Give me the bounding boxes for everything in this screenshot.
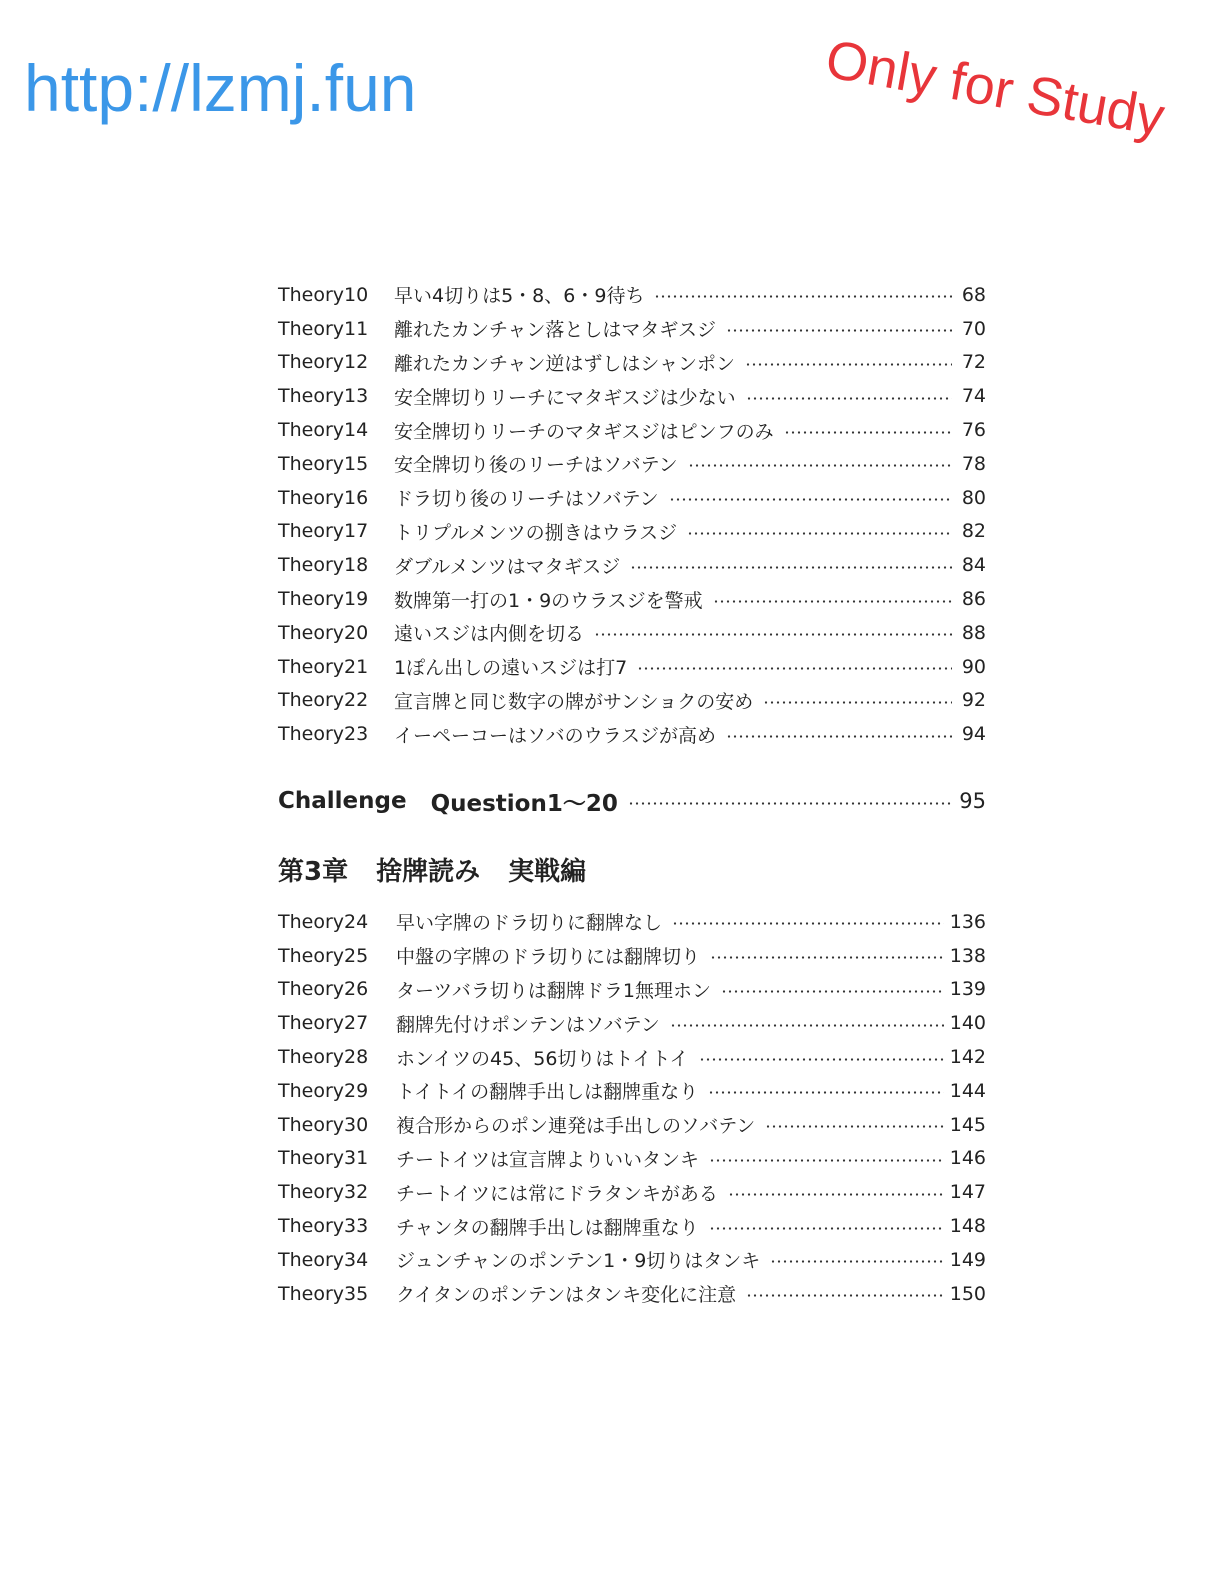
leader-dots — [709, 1227, 944, 1230]
entry-page: 70 — [961, 317, 986, 340]
leader-dots — [630, 566, 952, 569]
leader-dots — [688, 464, 952, 467]
toc-entry[interactable] — [278, 515, 986, 549]
leader-dots — [765, 1125, 943, 1128]
entry-number: Theory30 — [278, 1113, 369, 1136]
entry-number: Theory17 — [278, 520, 369, 543]
entry-page: 136 — [949, 910, 986, 933]
challenge-page: 95 — [959, 789, 986, 813]
watermark-url: http://lzmj.fun — [24, 51, 417, 125]
entry-title: 離れたカンチャン逆はずしはシャンポン — [394, 352, 736, 375]
entry-number: Theory16 — [278, 486, 369, 509]
toc-entry[interactable] — [278, 650, 986, 684]
leader-dots — [746, 397, 952, 400]
toc-entry[interactable] — [278, 717, 986, 751]
leader-dots — [654, 295, 952, 298]
entry-page: 72 — [961, 351, 986, 374]
leader-dots — [672, 922, 944, 925]
entry-page: 90 — [961, 655, 986, 678]
entry-page: 148 — [949, 1215, 986, 1238]
entry-number: Theory35 — [278, 1282, 369, 1305]
entry-title: 早い4切りは5・8、6・9待ち — [394, 285, 645, 308]
entry-number: Theory25 — [278, 944, 369, 967]
entry-number: Theory33 — [278, 1215, 369, 1238]
entry-title: イーペーコーはソバのウラスジが高め — [394, 724, 717, 747]
entry-title: 離れたカンチャン落としはマタギスジ — [394, 319, 717, 342]
entry-number: Theory26 — [278, 978, 369, 1001]
challenge-label: Challenge — [278, 788, 407, 814]
entry-title: トリプルメンツの捌きはウラスジ — [394, 521, 678, 544]
entry-title: クイタンのポンテンはタンキ変化に注意 — [396, 1284, 737, 1307]
leader-dots — [726, 735, 952, 738]
toc-entry[interactable] — [278, 1209, 986, 1243]
toc-entry[interactable] — [278, 1108, 986, 1142]
leader-dots — [594, 633, 952, 636]
toc-entry[interactable] — [278, 548, 986, 582]
leader-dots — [726, 329, 952, 332]
toc-entry[interactable] — [278, 1040, 986, 1074]
chapter-number: 第3章 — [278, 857, 349, 887]
leader-dots — [784, 431, 952, 434]
leader-dots — [728, 1193, 944, 1196]
entry-title: 複合形からのポン連発は手出しのソバテン — [396, 1115, 756, 1138]
entry-number: Theory22 — [278, 689, 369, 712]
toc-entry[interactable] — [278, 905, 986, 939]
entry-number: Theory27 — [278, 1012, 369, 1035]
entry-page: 78 — [961, 452, 986, 475]
entry-title: 安全牌切りリーチのマタギスジはピンフのみ — [394, 420, 774, 443]
entry-title: ドラ切り後のリーチはソバテン — [394, 488, 659, 511]
leader-dots — [708, 1091, 944, 1094]
toc-entry[interactable] — [278, 1006, 986, 1040]
leader-dots — [709, 1159, 944, 1162]
leader-dots — [745, 363, 952, 366]
chapter-heading — [278, 852, 614, 892]
toc-entry[interactable] — [278, 447, 986, 481]
leader-dots — [713, 600, 952, 603]
toc-entry[interactable] — [278, 616, 986, 650]
entry-page: 144 — [949, 1079, 986, 1102]
toc-entry[interactable] — [278, 413, 986, 447]
entry-title: 翻牌先付けポンテンはソバテン — [396, 1013, 660, 1036]
entry-page: 82 — [961, 520, 986, 543]
toc-entry[interactable] — [278, 346, 986, 380]
entry-title: 1ぽん出しの遠いスジは打7 — [394, 657, 628, 680]
entry-number: Theory21 — [278, 655, 369, 678]
entry-title: チートイツには常にドラタンキがある — [396, 1182, 718, 1205]
entry-page: 76 — [961, 419, 986, 442]
leader-dots — [687, 532, 952, 535]
leader-dots — [763, 701, 952, 704]
entry-page: 92 — [961, 689, 986, 712]
entry-title: 早い字牌のドラ切りに翻牌なし — [396, 912, 663, 935]
entry-page: 146 — [949, 1147, 986, 1170]
entry-page: 138 — [949, 944, 986, 967]
entry-page: 94 — [961, 723, 986, 746]
entry-page: 145 — [949, 1113, 986, 1136]
toc-entry[interactable] — [278, 939, 986, 973]
leader-dots — [721, 990, 944, 993]
entry-title: ジュンチャンのポンテン1・9切りはタンキ — [396, 1250, 761, 1273]
entry-number: Theory28 — [278, 1046, 369, 1069]
leader-dots — [669, 498, 952, 501]
chapter-title: 捨牌読み — [376, 857, 481, 887]
entry-page: 86 — [961, 588, 986, 611]
entry-title: ダブルメンツはマタギスジ — [394, 555, 621, 578]
leader-dots — [628, 802, 952, 805]
entry-page: 150 — [949, 1282, 986, 1305]
entry-number: Theory15 — [278, 452, 369, 475]
entry-number: Theory23 — [278, 723, 369, 746]
entry-number: Theory18 — [278, 554, 369, 577]
entry-title: ターツバラ切りは翻牌ドラ1無理ホン — [396, 979, 711, 1002]
toc-section-1 — [278, 278, 986, 751]
toc-entry[interactable] — [278, 379, 986, 413]
toc-entry[interactable] — [278, 582, 986, 616]
entry-number: Theory11 — [278, 317, 369, 340]
toc-entry[interactable] — [278, 1142, 986, 1176]
entry-page: 80 — [961, 486, 986, 509]
entry-number: Theory14 — [278, 419, 369, 442]
entry-page: 139 — [949, 978, 986, 1001]
leader-dots — [710, 956, 944, 959]
toc-entry[interactable] — [278, 973, 986, 1007]
toc-entry[interactable] — [278, 278, 986, 312]
entry-number: Theory13 — [278, 385, 369, 408]
toc-entry[interactable] — [278, 1277, 986, 1311]
entry-page: 149 — [949, 1248, 986, 1271]
entry-number: Theory29 — [278, 1079, 369, 1102]
entry-page: 140 — [949, 1012, 986, 1035]
entry-title: 中盤の字牌のドラ切りには翻牌切り — [396, 946, 701, 969]
leader-dots — [699, 1058, 944, 1061]
entry-page: 84 — [961, 554, 986, 577]
entry-number: Theory31 — [278, 1147, 369, 1170]
entry-page: 147 — [949, 1181, 986, 1204]
challenge-title: Question1～20 — [430, 790, 618, 817]
entry-number: Theory10 — [278, 283, 369, 306]
entry-page: 88 — [961, 621, 986, 644]
entry-title: 安全牌切りリーチにマタギスジは少ない — [394, 386, 736, 409]
toc-entry[interactable] — [278, 1074, 986, 1108]
entry-page: 68 — [961, 283, 986, 306]
entry-number: Theory34 — [278, 1248, 369, 1271]
toc-entry[interactable] — [278, 684, 986, 718]
entry-title: 数牌第一打の1・9のウラスジを警戒 — [394, 589, 703, 612]
entry-page: 142 — [949, 1046, 986, 1069]
chapter-subtitle: 実戦編 — [508, 857, 587, 887]
entry-title: トイトイの翻牌手出しは翻牌重なり — [396, 1081, 699, 1104]
leader-dots — [746, 1294, 944, 1297]
entry-title: チャンタの翻牌手出しは翻牌重なり — [396, 1216, 699, 1239]
toc-challenge-entry[interactable] — [278, 783, 986, 819]
entry-number: Theory20 — [278, 621, 369, 644]
entry-number: Theory24 — [278, 910, 369, 933]
leader-dots — [770, 1260, 943, 1263]
entry-title: ホンイツの45、56切りはトイトイ — [396, 1047, 689, 1070]
watermark-study: Only for Study — [821, 28, 1169, 148]
toc-section-2 — [278, 905, 986, 1311]
entry-number: Theory19 — [278, 588, 369, 611]
entry-page: 74 — [961, 385, 986, 408]
entry-title: 遠いスジは内側を切る — [394, 623, 585, 646]
entry-title: チートイツは宣言牌よりいいタンキ — [396, 1148, 700, 1171]
toc-entry[interactable] — [278, 481, 986, 515]
toc-entry[interactable] — [278, 1243, 986, 1277]
entry-number: Theory32 — [278, 1181, 369, 1204]
entry-number: Theory12 — [278, 351, 369, 374]
entry-title: 宣言牌と同じ数字の牌がサンショクの安め — [394, 690, 754, 713]
toc-entry[interactable] — [278, 312, 986, 346]
leader-dots — [670, 1024, 944, 1027]
leader-dots — [637, 667, 952, 670]
entry-title: 安全牌切り後のリーチはソバテン — [394, 454, 678, 477]
toc-entry[interactable] — [278, 1175, 986, 1209]
